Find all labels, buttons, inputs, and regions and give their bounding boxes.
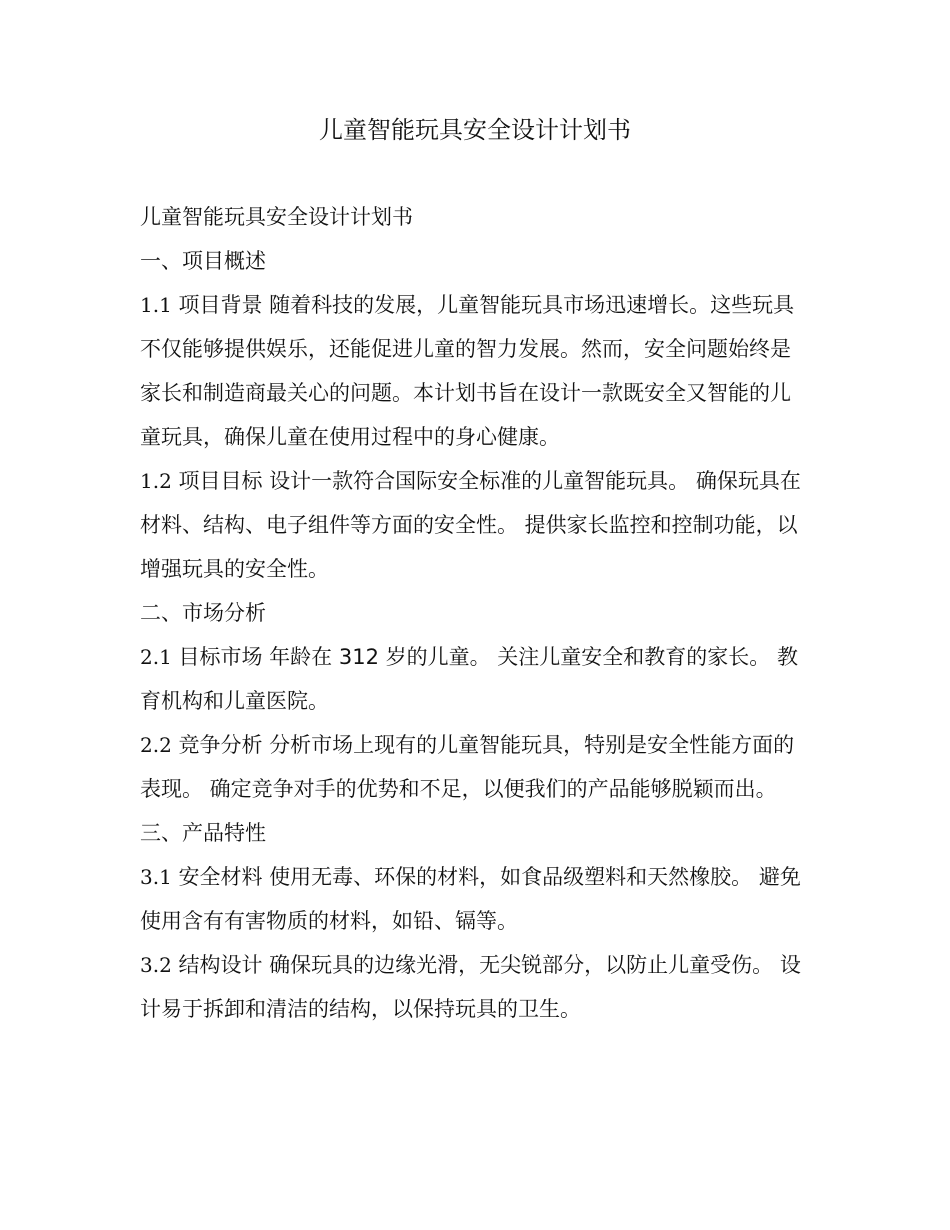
paragraph-3-2 bbox=[140, 943, 810, 1031]
section-heading-features: 三、产品特性 bbox=[140, 821, 266, 845]
paragraph-1-2 bbox=[140, 459, 810, 591]
section-heading-market: 二、市场分析 bbox=[140, 601, 266, 625]
item-text: 安全材料 使用无毒、环保的材料，如食品级塑料和天然橡胶。 避免使用含有有害物质的材料，如铅、镉等。 bbox=[140, 865, 801, 933]
item-number: 3.2 bbox=[140, 953, 172, 977]
paragraph-2-1 bbox=[140, 635, 810, 723]
document-body bbox=[140, 195, 810, 1031]
item-text: 项目目标 设计一款符合国际安全标准的儿童智能玩具。 确保玩具在材料、结构、电子组件等方面的安全性。 提供家长监控和控制功能，以增强玩具的安全性。 bbox=[140, 469, 801, 581]
item-number: 1.1 bbox=[140, 293, 172, 317]
item-number: 2.1 bbox=[140, 645, 172, 669]
paragraph-1-1 bbox=[140, 283, 810, 459]
item-number: 1.2 bbox=[140, 469, 172, 493]
paragraph-3-1 bbox=[140, 855, 810, 943]
document-title: 儿童智能玩具安全设计计划书 bbox=[319, 116, 631, 144]
item-number: 2.2 bbox=[140, 733, 172, 757]
paragraph-2-2 bbox=[140, 723, 810, 811]
item-number: 3.1 bbox=[140, 865, 172, 889]
item-text: 项目背景 随着科技的发展，儿童智能玩具市场迅速增长。这些玩具不仅能够提供娱乐，还能促进儿童的智力发展。然而，安全问题始终是家长和制造商最关心的问题。本计划书旨在设计一款既安全又智能的儿童玩具，确保儿童在使用过程中的身心健康。 bbox=[140, 293, 795, 449]
item-text: 竞争分析 分析市场上现有的儿童智能玩具，特别是安全性能方面的表现。 确定竞争对手的优势和不足，以便我们的产品能够脱颖而出。 bbox=[140, 733, 795, 801]
item-text: 目标市场 年龄在 312 岁的儿童。 关注儿童安全和教育的家长。 教育机构和儿童医院。 bbox=[140, 645, 798, 713]
section-heading-overview: 一、项目概述 bbox=[140, 249, 266, 273]
item-text: 结构设计 确保玩具的边缘光滑，无尖锐部分，以防止儿童受伤。 设计易于拆卸和清洁的结构，以保持玩具的卫生。 bbox=[140, 953, 801, 1021]
document-subtitle: 儿童智能玩具安全设计计划书 bbox=[140, 205, 413, 229]
